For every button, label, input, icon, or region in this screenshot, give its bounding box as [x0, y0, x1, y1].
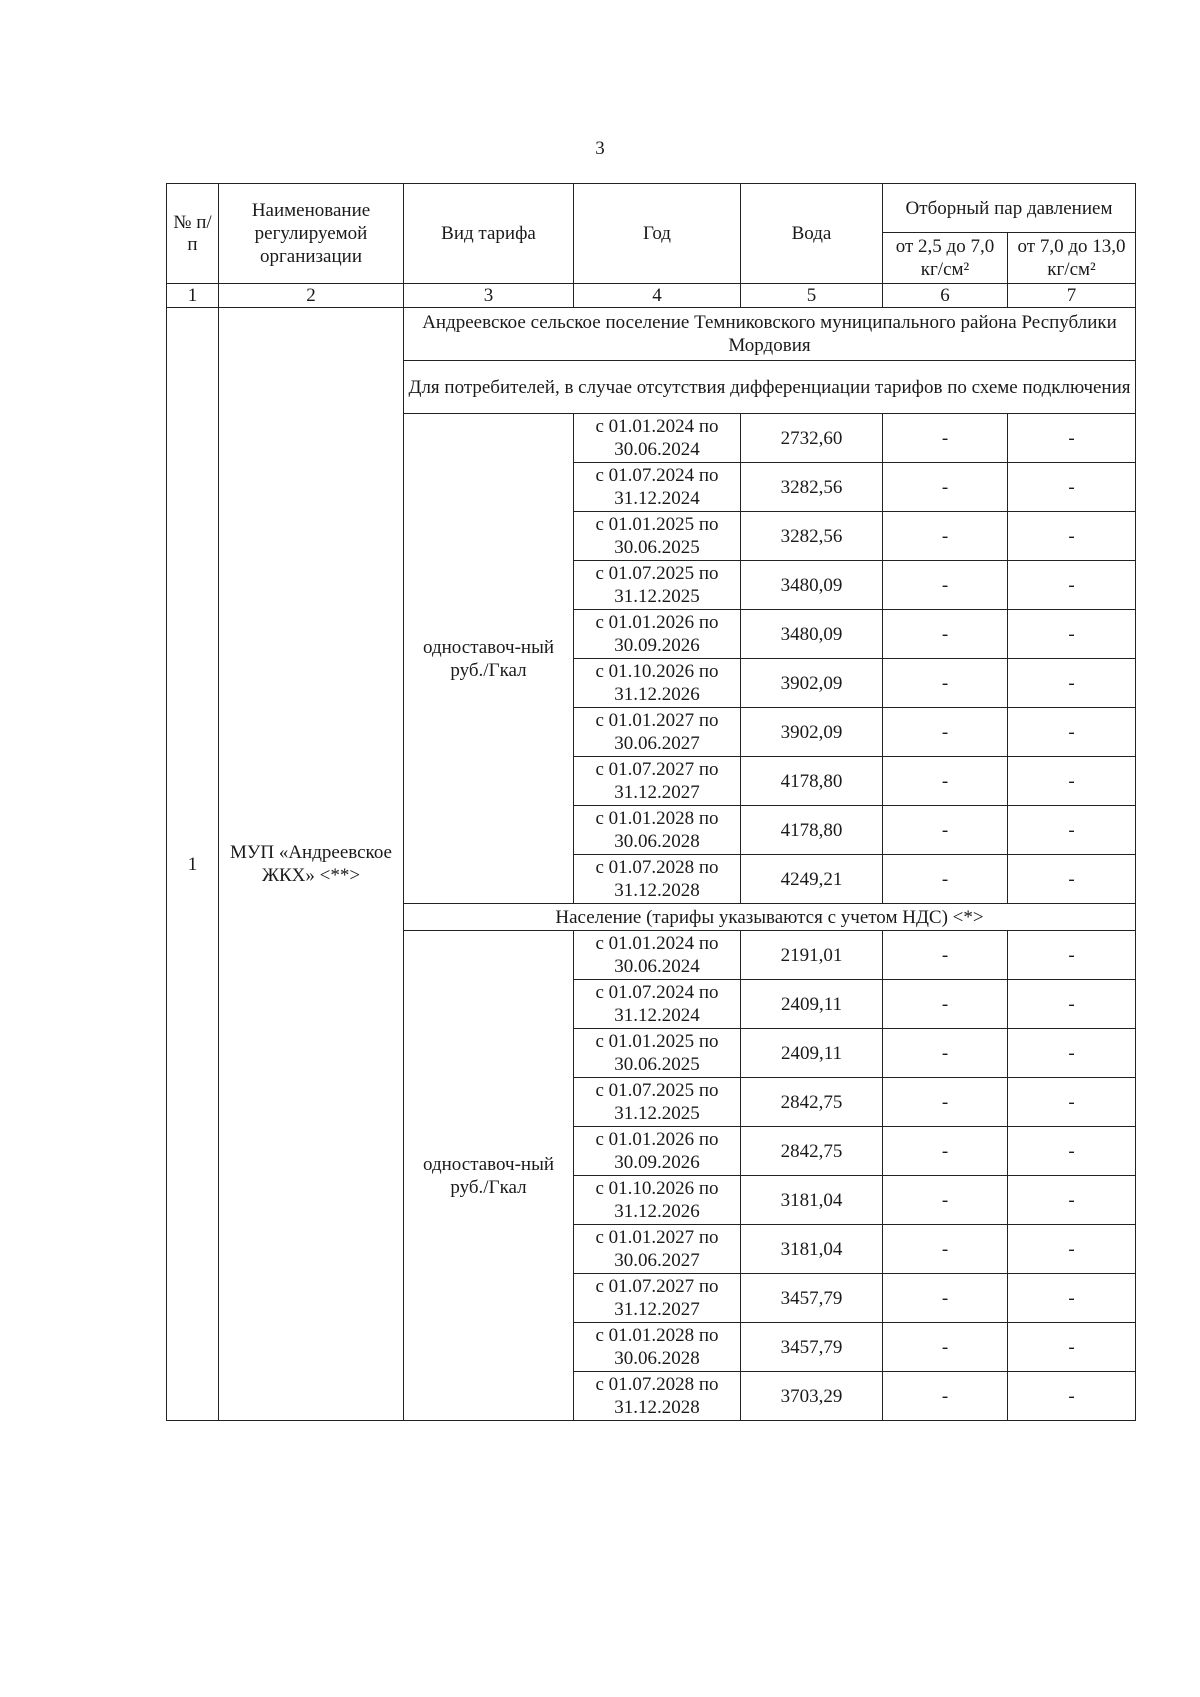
steam-low-value: -: [883, 414, 1008, 463]
steam-low-value: -: [883, 1274, 1008, 1323]
steam-low-value: -: [883, 1029, 1008, 1078]
steam-high-value: -: [1008, 659, 1136, 708]
period-cell: с 01.01.2027 по 30.06.2027: [574, 708, 741, 757]
steam-low-value: -: [883, 659, 1008, 708]
steam-high-value: -: [1008, 1127, 1136, 1176]
water-value: 2409,11: [741, 980, 883, 1029]
column-number: 1: [167, 284, 219, 308]
water-value: 4178,80: [741, 806, 883, 855]
steam-high-value: -: [1008, 414, 1136, 463]
steam-low-value: -: [883, 757, 1008, 806]
steam-high-value: -: [1008, 1372, 1136, 1421]
steam-low-value: -: [883, 1078, 1008, 1127]
header-water: Вода: [741, 184, 883, 284]
steam-high-value: -: [1008, 931, 1136, 980]
water-value: 3181,04: [741, 1225, 883, 1274]
section-title: Население (тарифы указываются с учетом НДС) <*>: [404, 904, 1136, 931]
header-num: № п/п: [167, 184, 219, 284]
column-number: 4: [574, 284, 741, 308]
period-cell: с 01.07.2024 по 31.12.2024: [574, 463, 741, 512]
steam-high-value: -: [1008, 980, 1136, 1029]
section-title: Для потребителей, в случае отсутствия дифференциации тарифов по схеме подключения: [404, 361, 1136, 414]
header-org: Наименование регулируемой организации: [219, 184, 404, 284]
steam-low-value: -: [883, 512, 1008, 561]
steam-low-value: -: [883, 806, 1008, 855]
column-number: 3: [404, 284, 574, 308]
steam-low-value: -: [883, 855, 1008, 904]
water-value: 3457,79: [741, 1274, 883, 1323]
steam-low-value: -: [883, 931, 1008, 980]
steam-low-value: -: [883, 1372, 1008, 1421]
row-number: 1: [167, 308, 219, 1421]
water-value: 3902,09: [741, 708, 883, 757]
region-row: [167, 308, 1136, 361]
period-cell: с 01.01.2025 по 30.06.2025: [574, 512, 741, 561]
period-cell: с 01.07.2027 по 31.12.2027: [574, 757, 741, 806]
steam-high-value: -: [1008, 1225, 1136, 1274]
steam-low-value: -: [883, 463, 1008, 512]
header-tariff-type: Вид тарифа: [404, 184, 574, 284]
steam-low-value: -: [883, 708, 1008, 757]
header-year: Год: [574, 184, 741, 284]
header-row: [167, 184, 1136, 233]
column-number: 7: [1008, 284, 1136, 308]
column-number: 5: [741, 284, 883, 308]
column-number: 2: [219, 284, 404, 308]
water-value: 3480,09: [741, 561, 883, 610]
water-value: 2191,01: [741, 931, 883, 980]
steam-low-value: -: [883, 1225, 1008, 1274]
water-value: 2842,75: [741, 1078, 883, 1127]
steam-low-value: -: [883, 610, 1008, 659]
period-cell: с 01.10.2026 по 31.12.2026: [574, 1176, 741, 1225]
water-value: 4178,80: [741, 757, 883, 806]
period-cell: с 01.01.2027 по 30.06.2027: [574, 1225, 741, 1274]
header-steam-low: от 2,5 до 7,0 кг/см²: [883, 233, 1008, 284]
steam-high-value: -: [1008, 512, 1136, 561]
water-value: 2842,75: [741, 1127, 883, 1176]
water-value: 3282,56: [741, 512, 883, 561]
period-cell: с 01.07.2028 по 31.12.2028: [574, 855, 741, 904]
steam-high-value: -: [1008, 1323, 1136, 1372]
steam-high-value: -: [1008, 1078, 1136, 1127]
period-cell: с 01.01.2026 по 30.09.2026: [574, 610, 741, 659]
period-cell: с 01.01.2024 по 30.06.2024: [574, 414, 741, 463]
steam-high-value: -: [1008, 1029, 1136, 1078]
header-steam-high: от 7,0 до 13,0 кг/см²: [1008, 233, 1136, 284]
period-cell: с 01.01.2025 по 30.06.2025: [574, 1029, 741, 1078]
period-cell: с 01.07.2028 по 31.12.2028: [574, 1372, 741, 1421]
steam-high-value: -: [1008, 610, 1136, 659]
steam-high-value: -: [1008, 1274, 1136, 1323]
period-cell: с 01.07.2024 по 31.12.2024: [574, 980, 741, 1029]
water-value: 3480,09: [741, 610, 883, 659]
steam-low-value: -: [883, 561, 1008, 610]
period-cell: с 01.01.2028 по 30.06.2028: [574, 806, 741, 855]
steam-low-value: -: [883, 1127, 1008, 1176]
page-number: 3: [595, 138, 605, 159]
water-value: 3902,09: [741, 659, 883, 708]
steam-low-value: -: [883, 1323, 1008, 1372]
water-value: 4249,21: [741, 855, 883, 904]
steam-high-value: -: [1008, 806, 1136, 855]
period-cell: с 01.01.2024 по 30.06.2024: [574, 931, 741, 980]
tariff-table: [166, 183, 1136, 1421]
region-title: Андреевское сельское поселение Темниковского муниципального района Республики Мордовия: [404, 308, 1136, 361]
water-value: 3703,29: [741, 1372, 883, 1421]
period-cell: с 01.10.2026 по 31.12.2026: [574, 659, 741, 708]
water-value: 3457,79: [741, 1323, 883, 1372]
column-number: 6: [883, 284, 1008, 308]
tariff-type: одноставоч-ный руб./Гкал: [404, 414, 574, 904]
water-value: 3282,56: [741, 463, 883, 512]
period-cell: с 01.07.2025 по 31.12.2025: [574, 561, 741, 610]
period-cell: с 01.07.2025 по 31.12.2025: [574, 1078, 741, 1127]
steam-low-value: -: [883, 980, 1008, 1029]
water-value: 3181,04: [741, 1176, 883, 1225]
steam-high-value: -: [1008, 708, 1136, 757]
water-value: 2409,11: [741, 1029, 883, 1078]
steam-high-value: -: [1008, 757, 1136, 806]
period-cell: с 01.01.2026 по 30.09.2026: [574, 1127, 741, 1176]
header-steam: Отборный пар давлением: [883, 184, 1136, 233]
steam-high-value: -: [1008, 561, 1136, 610]
water-value: 2732,60: [741, 414, 883, 463]
period-cell: с 01.01.2028 по 30.06.2028: [574, 1323, 741, 1372]
steam-high-value: -: [1008, 1176, 1136, 1225]
steam-high-value: -: [1008, 855, 1136, 904]
tariff-type: одноставоч-ный руб./Гкал: [404, 931, 574, 1421]
column-numbers-row: [167, 284, 1136, 308]
steam-high-value: -: [1008, 463, 1136, 512]
organization-name: МУП «Андреевское ЖКХ» <**>: [219, 308, 404, 1421]
period-cell: с 01.07.2027 по 31.12.2027: [574, 1274, 741, 1323]
steam-low-value: -: [883, 1176, 1008, 1225]
